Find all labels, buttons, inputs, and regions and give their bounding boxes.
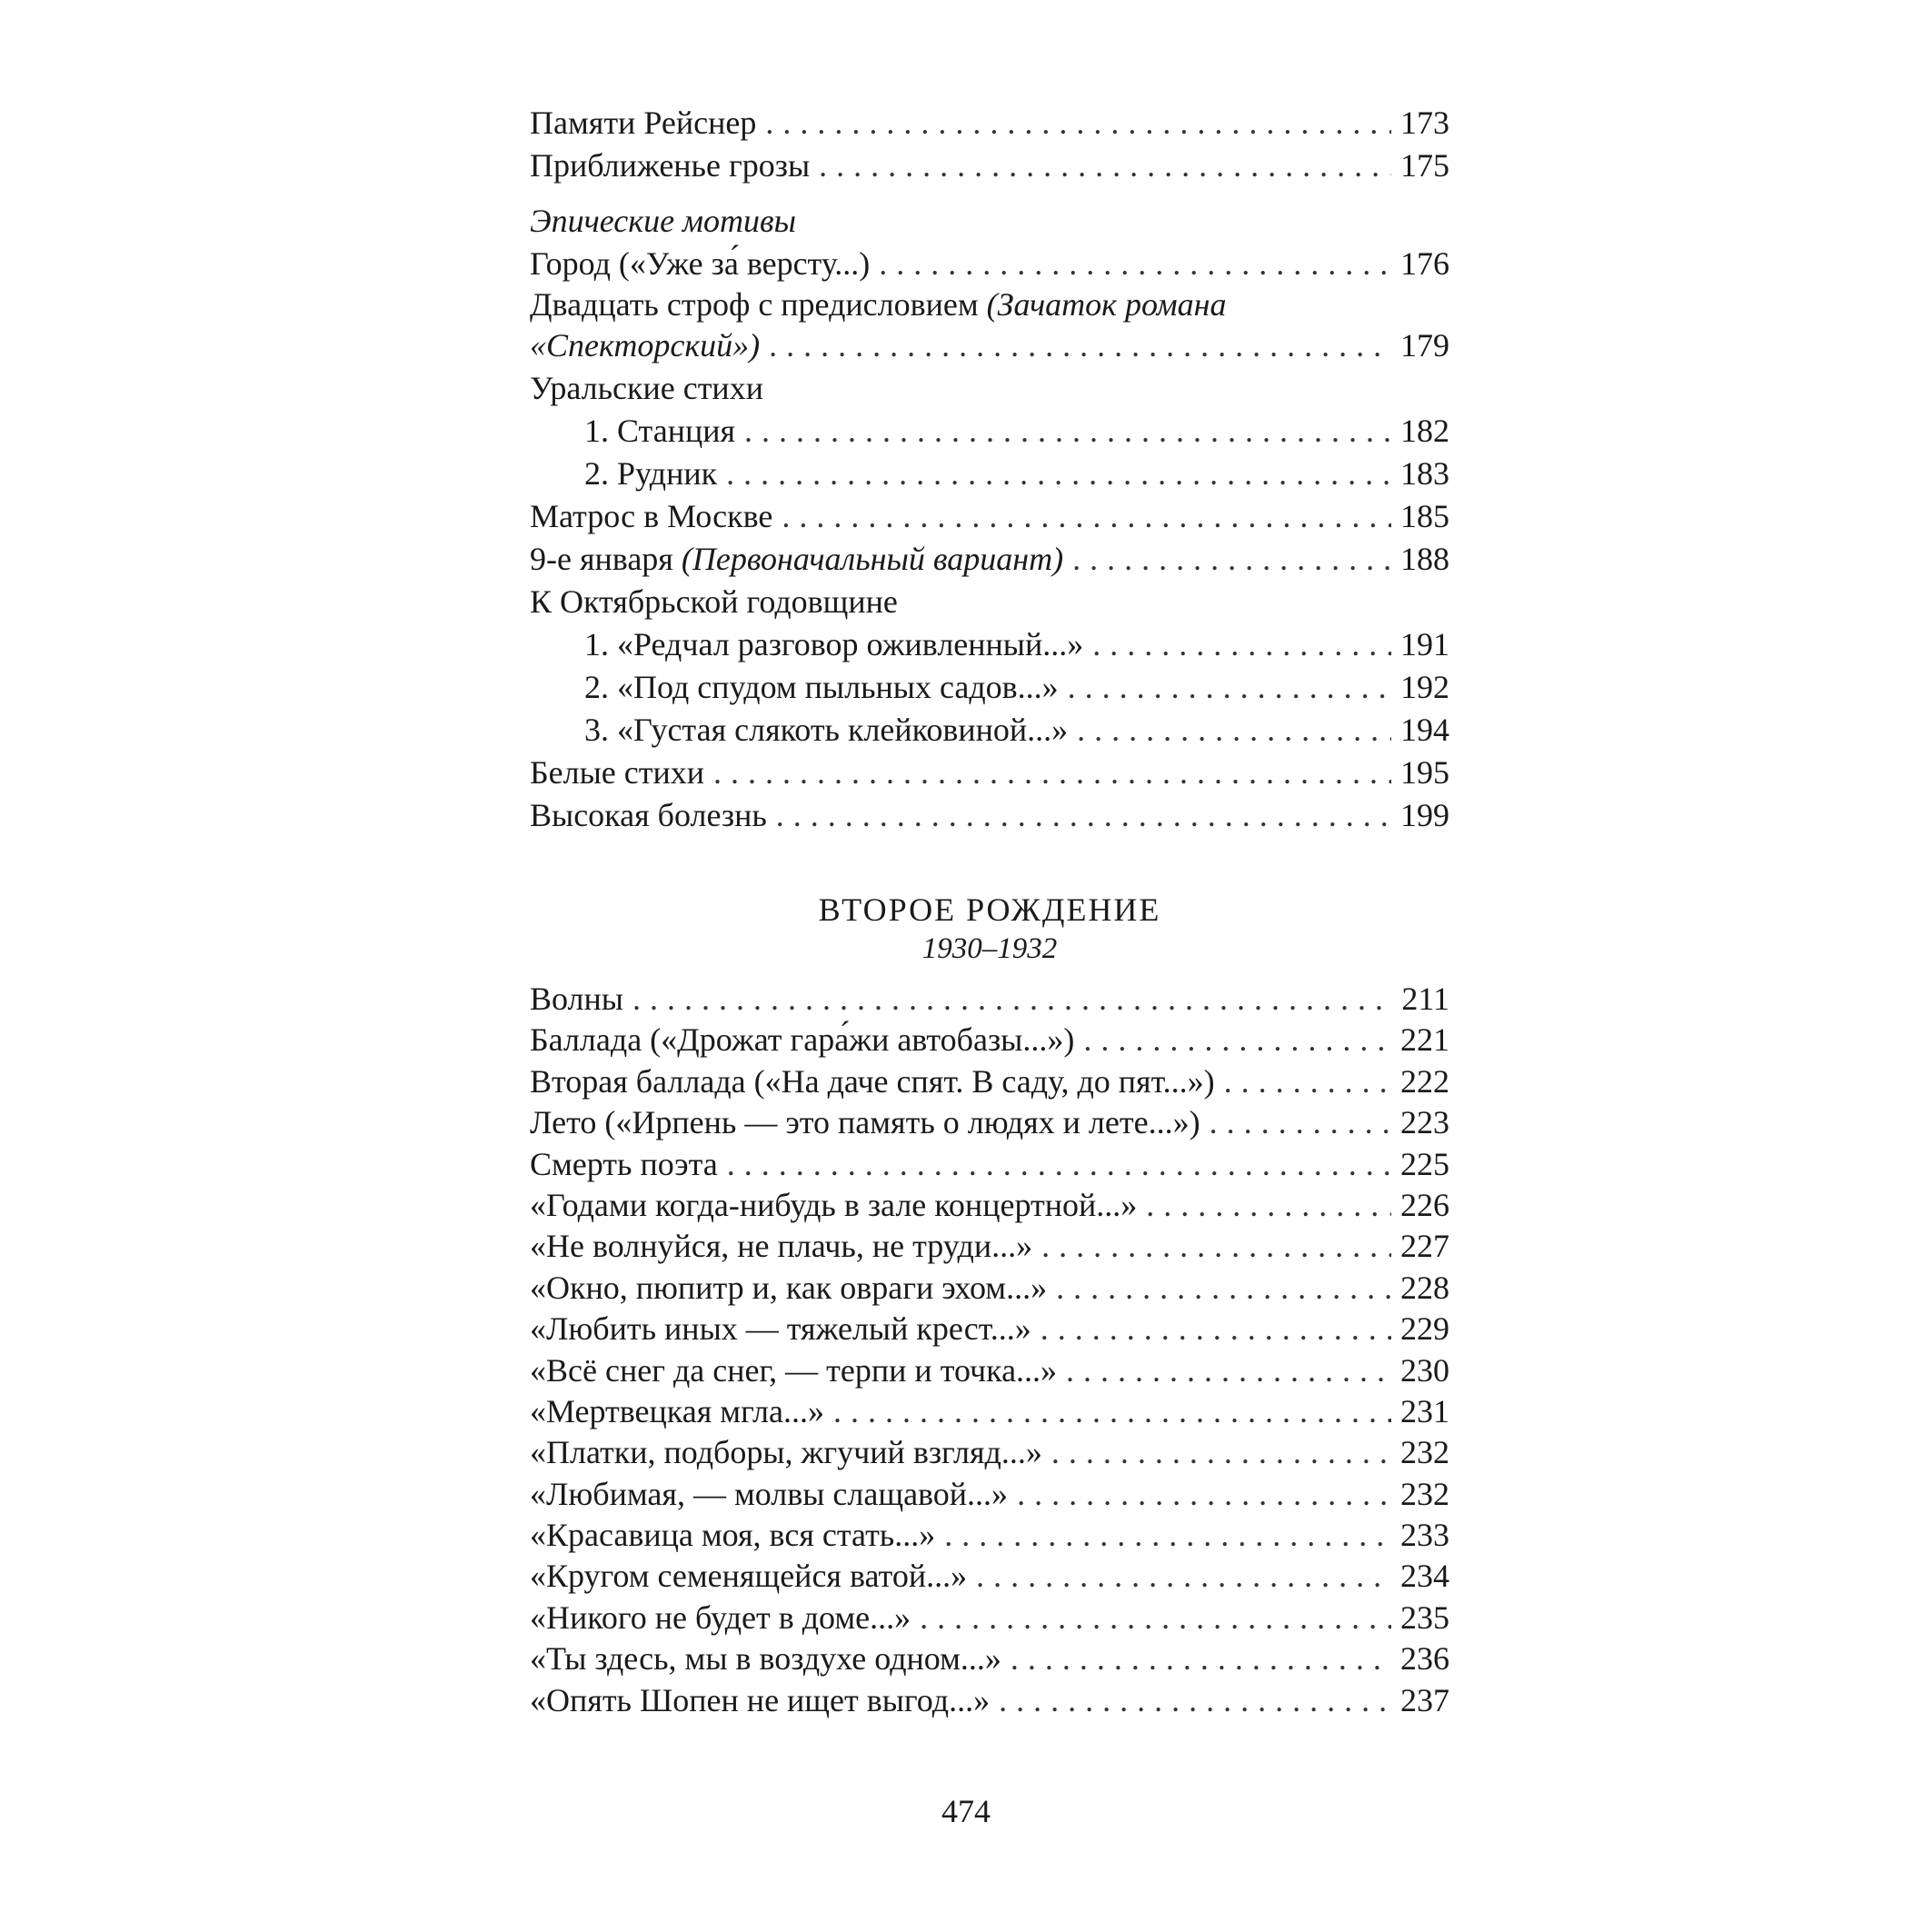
- entry-page: 225: [1400, 1145, 1449, 1182]
- entry-title: Смерть поэта: [530, 1145, 718, 1182]
- entry-page: 182: [1400, 413, 1449, 449]
- entry-page: 227: [1400, 1228, 1449, 1265]
- dot-leader: [1072, 538, 1391, 581]
- toc-entry: [530, 1598, 1449, 1638]
- dot-leader: [632, 979, 1392, 1020]
- entry-title: 1. Станция: [584, 413, 736, 449]
- toc-entry: [530, 243, 1449, 285]
- entry-page: 221: [1400, 1021, 1449, 1059]
- entry-title: «Не волнуйся, не плачь, не труди...»: [530, 1228, 1033, 1265]
- section2-entries: [530, 979, 1449, 1721]
- toc-entry: [530, 324, 1449, 367]
- toc-entry: [530, 1020, 1449, 1061]
- toc-entry: [530, 1061, 1449, 1102]
- entry-page: 233: [1400, 1517, 1449, 1554]
- dot-leader: [976, 1556, 1391, 1597]
- entry-title: Белые стихи: [530, 754, 705, 791]
- toc-entry: [530, 453, 1449, 495]
- dot-leader: [769, 324, 1391, 367]
- toc-entry-wrapped-first-line: [530, 285, 1449, 324]
- toc-entry: [530, 623, 1449, 666]
- dot-leader: [1066, 1350, 1391, 1391]
- page-number: 474: [941, 1793, 991, 1829]
- dot-leader: [1017, 1474, 1391, 1515]
- entry-title-italic: «Спекторский»): [530, 327, 761, 363]
- dot-leader: [920, 1598, 1391, 1638]
- entry-page: 199: [1400, 797, 1449, 833]
- entry-page: 223: [1400, 1104, 1449, 1141]
- toc-entry: [530, 1350, 1449, 1391]
- entry-title: Матрос в Москве: [530, 498, 773, 534]
- entry-title: «Любимая, — молвы слащавой...»: [530, 1475, 1009, 1512]
- toc-entry: [530, 1474, 1449, 1515]
- toc-entry: [530, 144, 1449, 187]
- toc-entry: [530, 410, 1449, 453]
- toc-entry: [530, 1102, 1449, 1143]
- dot-leader: [1068, 666, 1391, 709]
- toc-entry: [530, 666, 1449, 709]
- dot-leader: [833, 1391, 1391, 1432]
- toc-entry: [530, 1391, 1449, 1432]
- entry-title: «Красавица моя, вся стать...»: [530, 1517, 936, 1554]
- entry-title: Волны: [530, 981, 623, 1017]
- entry-page: 183: [1400, 455, 1449, 492]
- section-years: 1930–1932: [921, 932, 1058, 965]
- entry-title: «Мертвецкая мгла...»: [530, 1392, 824, 1429]
- entry-page: 192: [1400, 669, 1449, 705]
- dot-leader: [713, 752, 1391, 794]
- dot-leader: [1041, 1226, 1391, 1267]
- toc-entry: [530, 1432, 1449, 1473]
- toc-entry: [530, 538, 1449, 581]
- dot-leader: [776, 794, 1391, 837]
- entry-page: 179: [1400, 327, 1449, 363]
- dot-leader: [944, 1515, 1391, 1556]
- toc-entry: [530, 1144, 1449, 1185]
- entry-title: Лето («Ирпень — это память о людях и лете...»): [530, 1104, 1200, 1141]
- entry-title: «Никого не будет в доме...»: [530, 1598, 911, 1636]
- dot-leader: [765, 102, 1391, 144]
- entry-page: 185: [1400, 498, 1449, 534]
- entry-page: 235: [1400, 1598, 1449, 1636]
- toc-entry: [530, 495, 1449, 538]
- entry-title-italic: (Зачаток романа: [986, 286, 1227, 323]
- dot-leader: [1041, 1309, 1391, 1349]
- entry-page: 211: [1401, 981, 1449, 1017]
- entry-title: «Платки, подборы, жгучий взгляд...»: [530, 1434, 1042, 1471]
- entry-title: Высокая болезнь: [530, 797, 767, 833]
- entry-page: 232: [1400, 1475, 1449, 1512]
- entry-page: 234: [1400, 1558, 1449, 1595]
- entry-title: Баллада («Дрожат гара́жи автобазы...»): [530, 1021, 1075, 1059]
- toc-entry: [530, 1185, 1449, 1226]
- entry-title: Двадцать строф с предисловием: [530, 286, 987, 323]
- toc-entry: [530, 1309, 1449, 1349]
- entry-page: 229: [1400, 1310, 1449, 1348]
- dot-leader: [1210, 1102, 1391, 1143]
- toc-entry: [530, 1515, 1449, 1556]
- dot-leader: [1011, 1638, 1391, 1679]
- entry-page: 237: [1400, 1681, 1449, 1718]
- entry-title: «Годами когда-нибудь в зале концертной...»: [530, 1186, 1138, 1223]
- entry-page: 194: [1400, 712, 1449, 748]
- dot-leader: [744, 410, 1391, 453]
- toc-entry: [530, 1680, 1449, 1721]
- entry-page: 195: [1400, 754, 1449, 791]
- table-of-contents: [530, 102, 1449, 1721]
- dot-leader: [1083, 1020, 1391, 1061]
- entry-title: 2. «Под спудом пыльных садов...»: [584, 669, 1059, 705]
- dot-leader: [782, 495, 1391, 538]
- toc-entry: [530, 979, 1449, 1020]
- entry-title: 1. «Редчал разговор оживленный...»: [584, 626, 1084, 662]
- toc-entry: [530, 102, 1449, 144]
- group-heading-ural: Уральские стихи: [530, 370, 763, 406]
- toc-entry: [530, 1226, 1449, 1267]
- entry-title: Город («Уже за́ версту...): [530, 245, 871, 282]
- entry-page: 222: [1400, 1062, 1449, 1100]
- entry-title: «Кругом семенящейся ватой...»: [530, 1558, 968, 1595]
- entry-title: «Всё снег да снег, — терпи и точка...»: [530, 1351, 1058, 1389]
- dot-leader: [727, 1144, 1391, 1185]
- dot-leader: [726, 453, 1391, 495]
- dot-leader: [879, 243, 1391, 285]
- entry-title: «Ты здесь, мы в воздухе одном...»: [530, 1640, 1001, 1678]
- entry-page: 232: [1400, 1434, 1449, 1471]
- toc-entry: [530, 1556, 1449, 1597]
- entry-page: 188: [1400, 541, 1449, 577]
- entry-title-italic: (Первоначальный вариант): [681, 541, 1064, 577]
- entry-title: «Опять Шопен не ищет выгод...»: [530, 1681, 991, 1718]
- entry-title: Вторая баллада («На даче спят. В саду, до пят...»): [530, 1062, 1215, 1100]
- dot-leader: [999, 1680, 1391, 1721]
- dot-leader: [1224, 1061, 1391, 1102]
- toc-entry: [530, 794, 1449, 837]
- entry-title: Приближенье грозы: [530, 147, 811, 184]
- entry-page: 230: [1400, 1351, 1449, 1389]
- entry-title: 3. «Густая слякоть клейковиной...»: [584, 712, 1069, 748]
- dot-leader: [1051, 1432, 1391, 1473]
- entry-title: 2. Рудник: [584, 455, 718, 492]
- entry-page: 226: [1400, 1186, 1449, 1223]
- entry-title: 9-е января: [530, 541, 682, 577]
- toc-entry: [530, 1638, 1449, 1679]
- subsection-heading-epic: Эпические мотивы: [530, 203, 797, 239]
- dot-leader: [1092, 623, 1391, 666]
- entry-page: 191: [1400, 626, 1449, 662]
- toc-entry: [530, 752, 1449, 794]
- section-title: ВТОРОЕ РОЖДЕНИЕ: [818, 891, 1161, 928]
- dot-leader: [1077, 709, 1391, 752]
- toc-entry: [530, 1268, 1449, 1309]
- entry-page: 173: [1400, 105, 1449, 141]
- entry-page: 236: [1400, 1640, 1449, 1678]
- entry-title: «Любить иных — тяжелый крест...»: [530, 1310, 1031, 1348]
- entry-title: Памяти Рейснер: [530, 105, 757, 141]
- toc-entry: [530, 709, 1449, 752]
- entry-page: 231: [1400, 1392, 1449, 1429]
- entry-page: 175: [1400, 147, 1449, 184]
- dot-leader: [1146, 1185, 1391, 1226]
- dot-leader: [1056, 1268, 1391, 1309]
- entry-title: «Окно, пюпитр и, как овраги эхом...»: [530, 1269, 1048, 1306]
- dot-leader: [819, 144, 1391, 187]
- entry-page: 176: [1400, 245, 1449, 282]
- group-heading-october: К Октябрьской годовщине: [530, 583, 898, 620]
- entry-page: 228: [1400, 1269, 1449, 1306]
